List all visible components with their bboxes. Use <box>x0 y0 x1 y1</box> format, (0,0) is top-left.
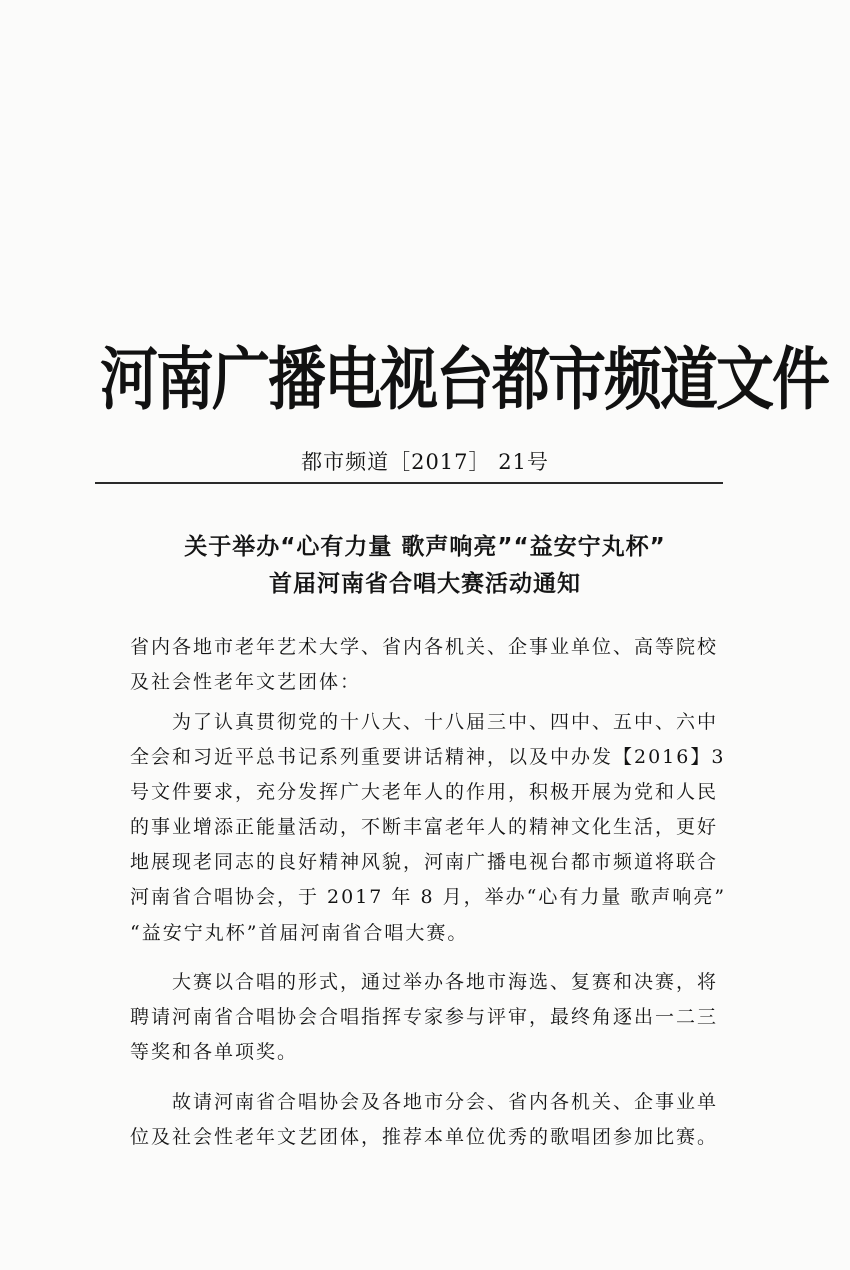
body-line: 的事业增添正能量活动，不断丰富老年人的精神文化生活，更好 <box>130 816 719 838</box>
body-line: 位及社会性老年文艺团体，推荐本单位优秀的歌唱团参加比赛。 <box>130 1126 719 1148</box>
body-line: 全会和习近平总书记系列重要讲话精神，以及中办发【2016】3 <box>130 746 726 768</box>
notice-title-line-2: 首届河南省合唱大赛活动通知 <box>269 571 581 597</box>
document-number: 都市频道［2017］ 21号 <box>301 450 549 474</box>
body-line: 为了认真贯彻党的十八大、十八届三中、四中、五中、六中 <box>130 711 719 733</box>
notice-title-line-1: 关于举办“心有力量 歌声响亮”“益安宁丸杯” <box>184 534 666 560</box>
header-divider <box>95 482 723 484</box>
body-line: 号文件要求，充分发挥广大老年人的作用，积极开展为党和人民 <box>130 781 719 803</box>
body-line: 省内各地市老年艺术大学、省内各机关、企事业单位、高等院校 <box>130 636 719 658</box>
body-line: 及社会性老年文艺团体： <box>130 671 362 693</box>
body-line: 聘请河南省合唱协会合唱指挥专家参与评审，最终角逐出一二三 <box>130 1006 719 1028</box>
body-line: 大赛以合唱的形式，通过举办各地市海选、复赛和决赛，将 <box>130 971 719 993</box>
body-line: 地展现老同志的良好精神风貌，河南广播电视台都市频道将联合 <box>130 851 719 873</box>
document-header-title: 河南广播电视台都市频道文件 <box>100 339 829 420</box>
body-line: 故请河南省合唱协会及各地市分会、省内各机关、企事业单 <box>130 1091 719 1113</box>
body-line: 等奖和各单项奖。 <box>130 1041 299 1063</box>
body-line: 河南省合唱协会，于 2017 年 8 月，举办“心有力量 歌声响亮” <box>130 886 727 908</box>
body-line: “益安宁丸杯”首届河南省合唱大赛。 <box>130 922 469 944</box>
